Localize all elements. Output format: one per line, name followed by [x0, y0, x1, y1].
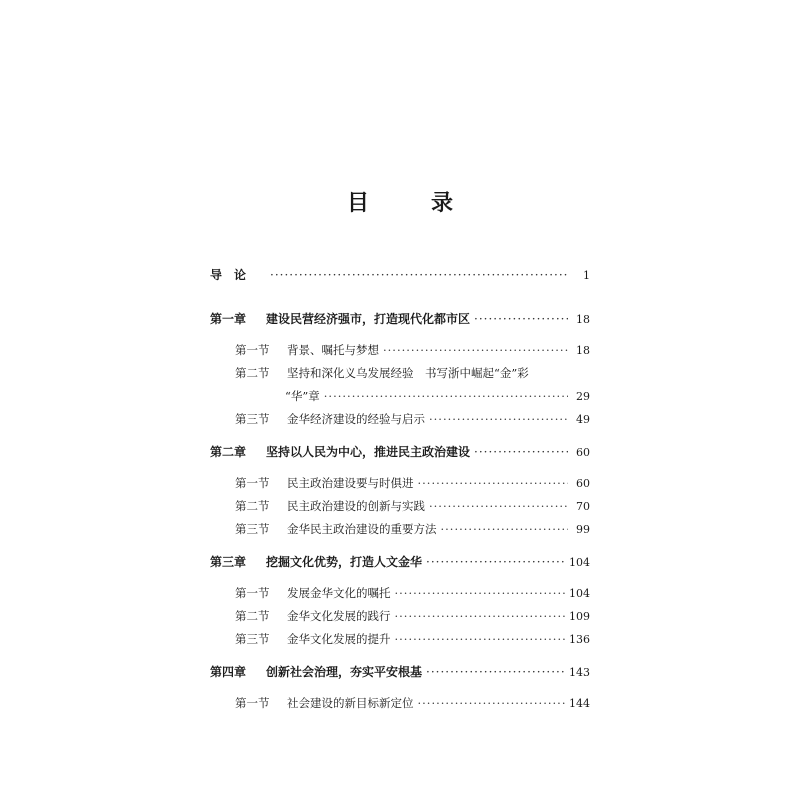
entry-title: 金华民主政治建设的重要方法	[287, 522, 437, 536]
entry-page: 60	[576, 477, 590, 490]
toc-entry-section	[210, 695, 590, 719]
entry-number: 第三章	[210, 555, 247, 569]
entry-number: 第三节	[235, 522, 270, 536]
toc-entry-chapter-1	[210, 310, 590, 334]
toc-entry-chapter-3	[210, 553, 590, 577]
dot-leader	[429, 412, 568, 426]
entry-number: 导 论	[210, 268, 247, 282]
entry-number: 第一节	[235, 476, 270, 490]
entry-title: 金华文化发展的提升	[287, 632, 391, 646]
dot-leader	[426, 665, 565, 679]
entry-title: 发展金华文化的嘱托	[287, 586, 391, 600]
entry-page: 70	[576, 500, 590, 513]
entry-page: 18	[576, 344, 590, 357]
toc-entry-section	[210, 585, 590, 609]
toc-entry-section	[210, 608, 590, 632]
entry-title: 金华文化发展的践行	[287, 609, 391, 623]
entry-title: 民主政治建设要与时俱进	[287, 476, 414, 490]
entry-page: 18	[576, 313, 590, 326]
entry-title: 坚持以人民为中心，推进民主政治建设	[266, 445, 471, 459]
toc-entry-continuation	[210, 388, 590, 412]
entry-number: 第二节	[235, 609, 270, 623]
entry-page: 99	[576, 523, 590, 536]
entry-number: 第一章	[210, 312, 247, 326]
entry-page: 136	[569, 633, 590, 646]
dot-leader	[324, 389, 568, 403]
entry-page: 1	[583, 269, 590, 282]
entry-title: “华”章	[285, 389, 320, 403]
entry-number: 第四章	[210, 665, 247, 679]
dot-leader	[383, 343, 568, 357]
entry-number: 第一节	[235, 343, 270, 357]
dot-leader	[418, 476, 569, 490]
dot-leader	[395, 586, 566, 600]
entry-title: 坚持和深化义乌发展经验 书写浙中崛起“金”彩	[287, 366, 529, 380]
entry-title: 民主政治建设的创新与实践	[287, 499, 425, 513]
entry-title: 建设民营经济强市，打造现代化都市区	[266, 312, 471, 326]
dot-leader	[426, 555, 565, 569]
entry-page: 144	[569, 697, 590, 710]
toc-entry-section	[210, 498, 590, 522]
entry-number: 第三节	[235, 632, 270, 646]
entry-title: 金华经济建设的经验与启示	[287, 412, 425, 426]
toc-entry-section	[210, 342, 590, 366]
entry-title: 挖掘文化优势，打造人文金华	[266, 555, 423, 569]
toc-entry-chapter-4	[210, 663, 590, 687]
dot-leader	[395, 632, 566, 646]
dot-leader	[474, 312, 568, 326]
entry-title: 创新社会治理，夯实平安根基	[266, 665, 423, 679]
entry-number: 第二节	[235, 499, 270, 513]
page-title: 目 录	[346, 190, 473, 216]
entry-number: 第三节	[235, 412, 270, 426]
toc-entry-chapter-2	[210, 443, 590, 467]
entry-page: 109	[569, 610, 590, 623]
entry-number: 第一节	[235, 696, 270, 710]
toc-entry-intro	[210, 266, 590, 290]
entry-number: 第一节	[235, 586, 270, 600]
dot-leader	[441, 522, 569, 536]
entry-page: 104	[569, 587, 590, 600]
entry-page: 49	[576, 413, 590, 426]
entry-page: 29	[576, 390, 590, 403]
dot-leader	[418, 696, 566, 710]
dot-leader	[270, 268, 568, 282]
dot-leader	[429, 499, 568, 513]
entry-title: 背景、嘱托与梦想	[287, 343, 379, 357]
toc-entry-section	[210, 365, 590, 389]
entry-title: 社会建设的新目标新定位	[287, 696, 414, 710]
entry-page: 104	[569, 556, 590, 569]
dot-leader	[395, 609, 566, 623]
entry-number: 第二节	[235, 366, 270, 380]
dot-leader	[474, 445, 568, 459]
toc-entry-section	[210, 631, 590, 655]
entry-page: 143	[569, 666, 590, 679]
entry-page: 60	[576, 446, 590, 459]
entry-number: 第二章	[210, 445, 247, 459]
toc-entry-section	[210, 411, 590, 435]
toc-entry-section	[210, 521, 590, 545]
toc-entry-section	[210, 475, 590, 499]
